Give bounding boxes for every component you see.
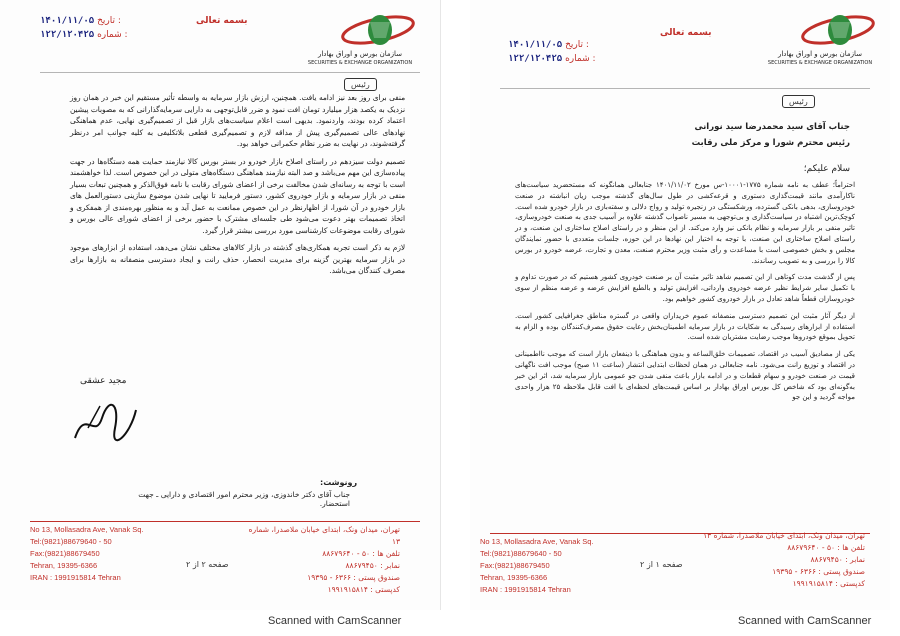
- recipient-title: رئیس محترم شورا و مرکز ملی رقابت: [691, 138, 850, 148]
- footer-address-en: [480, 536, 594, 596]
- footer-rule: [30, 521, 420, 522]
- org-logo: [300, 8, 420, 70]
- footer-fa-line: کدپستی : ۱۹۹۱۹۱۵۸۱۴: [327, 585, 400, 594]
- recipient-name: جناب آقای سید محمدرضا سید نورانی: [694, 122, 850, 132]
- footer-address-fa: [240, 524, 400, 596]
- footer-en-line: IRAN : 1991915814 Tehran: [30, 573, 121, 582]
- footer-en-line: Tehran, 19395-6366: [30, 561, 98, 570]
- scanner-watermark: Scanned with CamScanner: [268, 615, 402, 627]
- letter-date: ۱۴۰۱/۱۱/۰۵: [508, 40, 563, 50]
- scanner-watermark: Scanned with CamScanner: [738, 615, 872, 627]
- footer-en-line: IRAN : 1991915814 Tehran: [480, 585, 571, 594]
- bism-heading: بسمه تعالی: [660, 28, 712, 38]
- footer-en-line: Fax:(9821)88679450: [30, 549, 100, 558]
- signature-name: مجید عشقی: [80, 376, 127, 386]
- bism-heading: بسمه تعالی: [196, 16, 248, 26]
- letter-body: [515, 180, 855, 409]
- logo-emblem-icon: [760, 8, 880, 54]
- footer-en-line: Tehran, 19395-6366: [480, 573, 548, 582]
- header-rule: [500, 88, 870, 89]
- footer-address-fa: [695, 530, 865, 590]
- footer-en-line: No 13, Mollasadra Ave, Vanak Sq.: [30, 525, 144, 534]
- cc-title: رونوشت:: [320, 478, 358, 487]
- body-paragraph: از دیگر آثار مثبت این تصمیم دسترسی منصفانه عموم خریداران واقعی در گستره مناطق جغرافیایی کشور است. استفاده از ابزارهای رسیدگی به شکایات در بازار سرمایه اطمینان‌بخش رعایت حقوق مصرف‌کنندگان بوده و الزام به تحویل بموقع خودروها موجب رضایت مشتریان شده است.: [515, 311, 855, 342]
- footer-fa-line: تلفن ها : ۵۰ - ۸۸۶۷۹۶۴۰: [787, 543, 865, 552]
- document-page-1: [470, 0, 890, 610]
- president-badge: رئیس: [782, 95, 815, 108]
- footer-en-line: Tel:(9821)88679640 - 50: [480, 549, 562, 558]
- cc-text: جناب آقای دکتر خاندوزی، وزیر محترم امور اقتصادی و دارایی ـ جهت استحضار.: [138, 490, 350, 508]
- letter-meta: [508, 38, 648, 66]
- body-paragraph: پس از گذشت مدت کوتاهی از این تصمیم شاهد تاثیر مثبت آن بر صنعت خودروی کشور هستیم که در صورت تداوم و با تکمیل سایر شرایط نظیر عرضه خودروی وارداتی، افزایش تولید و بالطبع افزایش عرضه و عرضه منظم از سوی خودروسازان قطعاً شاهد تعادل در بازار خودروی کشور خواهیم بود.: [515, 273, 855, 303]
- org-name-en: SECURITIES & EXCHANGE ORGANIZATION: [767, 60, 873, 66]
- footer-en-line: Fax:(9821)88679450: [480, 561, 550, 570]
- footer-fa-line: تهران، میدان ونک، ابتدای خیابان ملاصدرا، شماره ۱۳: [248, 525, 400, 546]
- org-name-en: SECURITIES & EXCHANGE ORGANIZATION: [307, 60, 413, 66]
- footer-en-line: Tel:(9821)88679640 - 50: [30, 537, 112, 546]
- footer-en-line: No 13, Mollasadra Ave, Vanak Sq.: [480, 537, 594, 546]
- footer-fa-line: تهران، میدان ونک، ابتدای خیابان ملاصدرا، شماره ۱۳: [703, 531, 865, 540]
- org-name-fa: سازمان بورس و اوراق بهادار: [777, 50, 862, 58]
- letter-number: ۱۲۲/۱۲۰۴۲۵: [40, 30, 95, 40]
- footer-address-en: [30, 524, 144, 584]
- org-name-fa: سازمان بورس و اوراق بهادار: [317, 50, 402, 58]
- date-label: تاریخ :: [565, 40, 589, 50]
- body-paragraph: لازم به ذکر است تجربه همکاری‌های گذشته در بازار کالاهای مختلف نشان می‌دهد، استفاده از ابزارهای موجود در بازار سرمایه بهترین گزینه برای مدیریت انحصار، حذف رانت و ایجاد دسترسی منصفانه به بازارها برای مصرف کنندگان می‌باشد.: [70, 243, 405, 275]
- letter-body: [70, 92, 405, 283]
- letter-date: ۱۴۰۱/۱۱/۰۵: [40, 16, 95, 26]
- footer-fa-line: نمابر : ۸۸۶۷۹۴۵۰: [345, 561, 400, 570]
- footer-fa-line: تلفن ها : ۵۰ - ۸۸۶۷۹۶۴۰: [322, 549, 400, 558]
- signature-mark: [70, 398, 140, 446]
- number-label: شماره :: [97, 30, 128, 40]
- header-rule: [40, 72, 420, 73]
- footer-fa-line: صندوق پستی : ۶۳۶۶ - ۱۹۳۹۵: [307, 573, 400, 582]
- salutation: سلام علیکم؛: [803, 164, 850, 174]
- letter-number: ۱۲۲/۱۲۰۴۲۵: [508, 54, 563, 64]
- org-logo: [760, 8, 880, 70]
- page-number: صفحه ۲ از ۲: [186, 560, 229, 569]
- body-paragraph: تصمیم دولت سیزدهم در راستای اصلاح بازار خودرو در بستر بورس کالا نیازمند حمایت همه دستگاه‌ها در جهت پیاده‌سازی این مهم می‌باشد و صد البته نیازمند هماهنگی دستگاه‌های متولی در این خصوص است. لذا خواهشمند است با توجه به رسانه‌ای شدن مخالفت برخی از اعضای شورای رقابت با نامه فوق‌الذکر و همچنین تبعات بسیار منفی در بازار سرمایه و بازار خودروی کشور، دستور فرمایید تا نهایی شدن موضوع سازینی دستورالعمل های بازار خودرو در آن شورا، از اظهارنظر در این خصوص ممانعت به عمل آید و به منظور بهره‌مندی از همفکری و اتخاذ تصمیمات بهتر دعوت می‌شود طی جلسه‌ای مشترک با حضور برخی از اعضای شورای عالی بورس و شورای رقابت موضوعات کارشناسی مورد بررسی بیشتر قرار گیرد.: [70, 156, 405, 235]
- body-paragraph: احتراماً؛ عطف به نامه شماره ۱۷۷۵-۱۰۰۰۱-س مورخ ۱۴۰۱/۱۱/۰۲ جنابعالی همانگونه که مستحضرید سیاست‌های ناکارآمدی مانند قیمت‌گذاری دستوری و قرعه‌کشی در طول سال‌های گذشته موجب زیان انباشته در صنعت خودروسازی، بدهی بانکی گسترده، ورشکستگی در زنجیره تولید و رواج دلالی و سفته‌بازی در بازار خودرو شده است. کوچک‌ترین اشتباه در سیاست‌گذاری و بی‌توجهی به مسیر ناصواب گذشته علاوه بر آسیب جدی به صنعت خودروسازی، تاثیر منفی بر بازار سرمایه و نظام بانکی نیز وارد می‌کند. از این منظر و در راستای اصلاح ساختاری این صنعت، و در راستای اصلاح ساختاری این صنعت، با توجه به اختیار این نهادها در این حوزه، جلسات متعددی با حضور نمایندگان مجلس و بخش خصوصی است با مساعدت و رأی مثبت وزیر محترم صنعت، معدن و تجارت، عرضه خودرو در بورس کالا را بررسی و به تصویب رساندند.: [515, 181, 856, 265]
- footer-fa-line: صندوق پستی : ۶۳۶۶ - ۱۹۳۹۵: [772, 567, 865, 576]
- footer-fa-line: کدپستی : ۱۹۹۱۹۱۵۸۱۴: [792, 579, 865, 588]
- document-page-2: [0, 0, 441, 610]
- body-paragraph: منفی برای روز بعد نیز ادامه یافت. همچنین، ارزش بازار سرمایه به واسطه تأثیر مستقیم این خبر در همان روز نزدیک به یکصد هزار میلیارد تومان افت نمود و ضرر قابل‌توجهی به دارایی سرمایه‌گذارانی که به مصوبات پیشین اعتماد کرده بودند، واردنمود. بدیهی است اعلام سیاست‌های بازار قبل از تصمیم‌گیری نهایی، عدم هماهنگی نهادهای عالی تصمیم‌گیری پیش از مداقه لازم و تصمیم‌گیری قطعی بلاتکلیفی به کلیه جوانب امر درنظر گرفته‌شوند، در نهایت به ضرر نظام حکمرانی خواهد بود.: [70, 93, 405, 148]
- logo-emblem-icon: [300, 8, 420, 54]
- body-paragraph: یکی از مصادیق آسیب در اقتصاد، تصمیمات خلق‌الساعه و بدون هماهنگی با ذینفعان بازار است که موجب نااطمینانی در اقتصاد و توزیع رانت می‌شود. نامه جنابعالی در همان لحظات ابتدایی انتشار (ساعت ۱۱ صبح) موجب افت ناگهانی قیمت در صنعت خودرو و سهام قطعات و در ادامه بازار باعث منفی شدن جو عمومی بازار سرمایه شد، اثر این خبر به‌گونه‌ای بود که شاخص کل بورس اوراق بهادار بر اساس قیمت‌های لحظه‌ای با افت قابل ملاحظه ۲۵ هزار واحدی مواجه گردید و این جو: [515, 350, 855, 402]
- page-number: صفحه ۱ از ۲: [640, 560, 683, 569]
- number-label: شماره :: [565, 54, 596, 64]
- date-label: تاریخ :: [97, 16, 121, 26]
- letter-meta: [40, 14, 180, 42]
- footer-fa-line: نمابر : ۸۸۶۷۹۴۵۰: [810, 555, 865, 564]
- president-badge: رئیس: [344, 78, 377, 91]
